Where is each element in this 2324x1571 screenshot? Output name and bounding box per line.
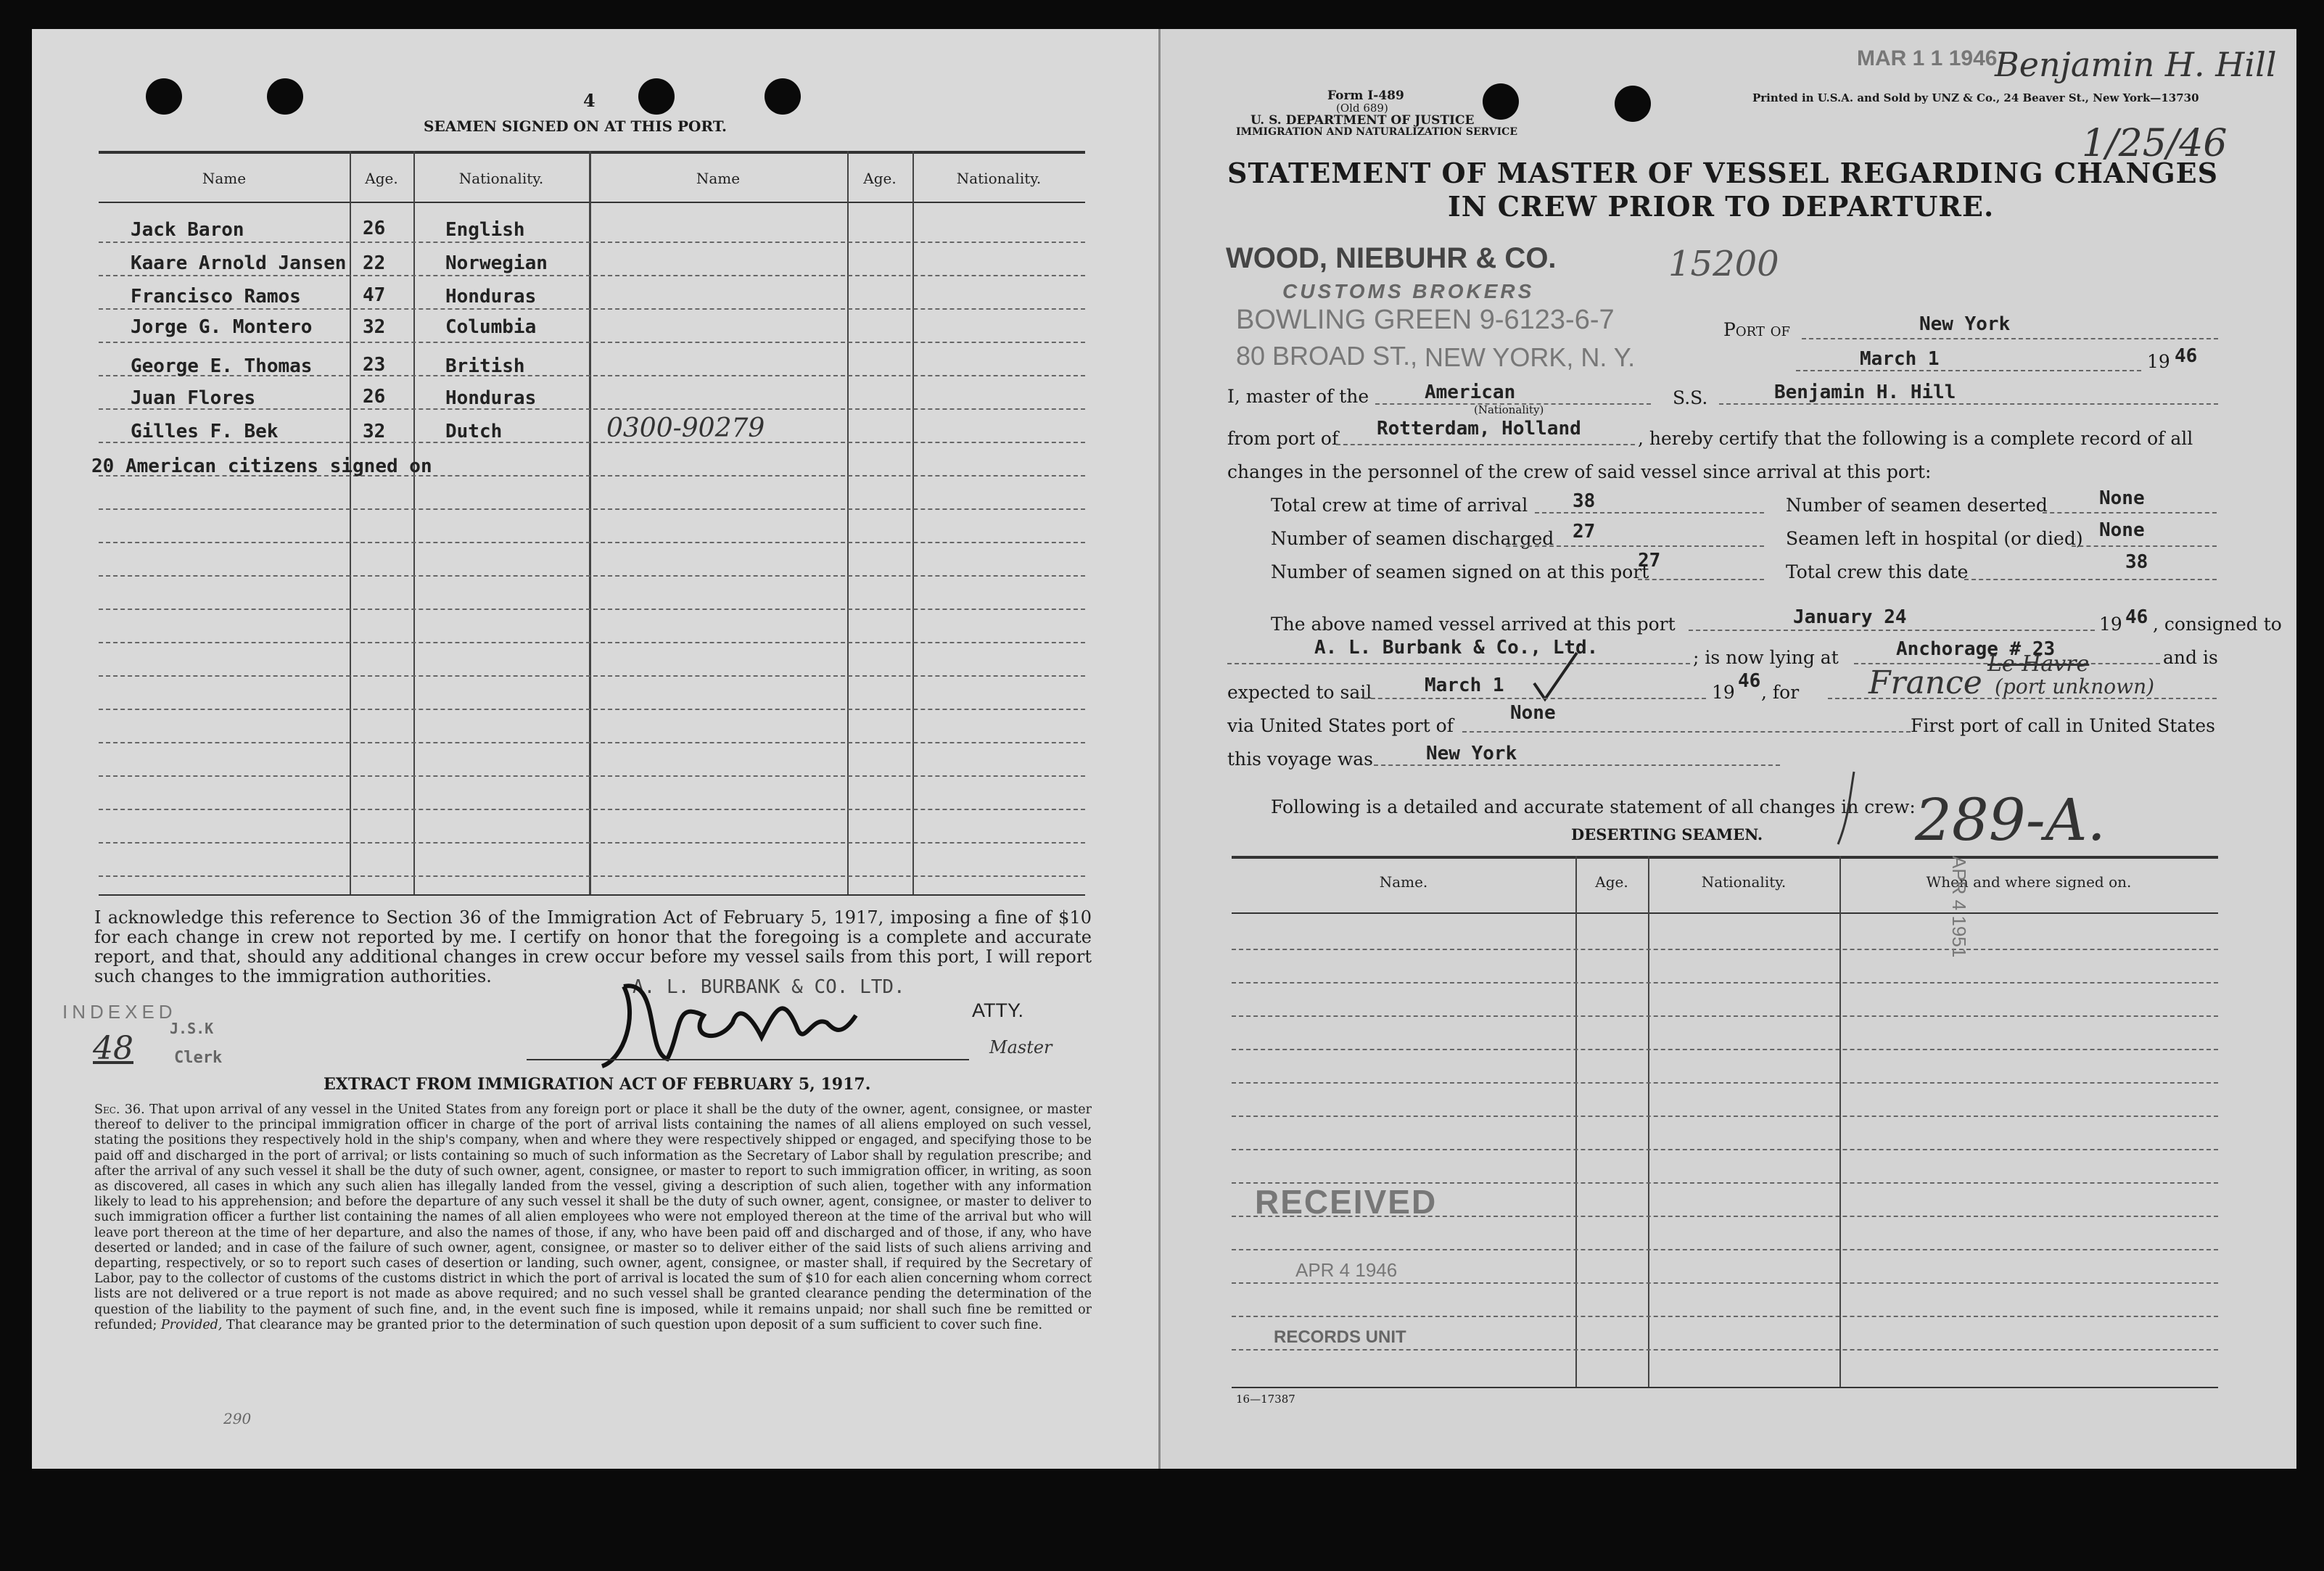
master-signature [595, 972, 899, 1076]
arrived-date: January 24 [1793, 606, 1907, 628]
via-text: via United States port of [1227, 715, 1454, 736]
side-stamp: APR 4 1951 [1948, 856, 1970, 958]
punch-hole [765, 78, 801, 115]
certify-text: , hereby certify that the following is a complete record of all [1638, 428, 2193, 449]
signature-top: Benjamin H. Hill [1995, 45, 2277, 84]
form-title-line2: IN CREW PRIOR TO DEPARTURE. [1448, 190, 1995, 223]
for-label: , for [1761, 682, 1800, 703]
desert-col-when-where: When and where signed on. [1926, 873, 2132, 891]
destination: France [1868, 664, 1982, 701]
changes-text: changes in the personnel of the crew of said vessel since arrival at this port: [1227, 461, 1932, 482]
table-row-age: 26 [363, 218, 386, 239]
stat-right-label: Number of seamen deserted [1786, 495, 2048, 516]
col-header-name: Name [202, 170, 247, 187]
stat-value: 27 [1573, 521, 1596, 543]
table-row-name: George E. Thomas [131, 355, 313, 377]
form-title-line1: STATEMENT OF MASTER OF VESSEL REGARDING CHANGES [1227, 157, 2219, 189]
table-row-name: Jorge G. Montero [131, 316, 313, 338]
punch-hole [1483, 83, 1519, 120]
vessel-name: Benjamin H. Hill [1774, 382, 1956, 403]
table-row-name: Gilles F. Bek [131, 421, 279, 442]
from-port-value: Rotterdam, Holland [1377, 418, 1581, 440]
punch-hole [638, 78, 675, 115]
consigned-text: , consigned to [2153, 614, 2282, 635]
desert-col-age: Age. [1595, 873, 1628, 891]
table-row-age: 32 [363, 421, 386, 442]
from-port-label: from port of [1227, 428, 1339, 449]
stat-right-value: None [2099, 519, 2145, 541]
broker-sub: CUSTOMS BROKERS [1282, 280, 1535, 302]
lying-at: Anchorage # 23 [1896, 638, 2056, 660]
check-mark-icon [1530, 647, 1581, 705]
table-row-nationality: Columbia [445, 316, 537, 338]
table-row-name: Kaare Arnold Jansen [131, 252, 347, 274]
extract-text: Sec. 36. That upon arrival of any vessel in the United States from any foreign port or place it shall be the duty of the owner, agent, consignee, or master thereof to deliver to the principal immigration officer in charge of the port of arrival lists containing the names of all aliens employed on such vessel, stating the positions they respectively hold in the ship's company, when and where they were respectively shipped or engaged, and specifying those to be paid off and discharged in the port of arrival; or lists containing so much of such information as the Secretary of Labor shall by regulation prescribe; and after the arrival of any such vessel it shall be the duty of such owner, agent, consignee, or master to report to such immigration officer, in writing, as soon as discovered, all cases in which any such alien has illegally landed from the vessel, giving a description of such alien, together with any information likely to lead to his apprehension; and before the departure of any such vessel it shall be the duty of such owner, agent, consignee, or master to deliver to such immigration officer a further list containing the names of all alien employees who were not employed thereon at the time of the arrival but who will leave port thereon at the time of her departure, and also the names of those, if any, who have been paid off and discharged and of those, if any, who have deserted or landed; and in case of the failure of such owner, agent, consignee, or master so to deliver either of the said lists of such aliens arriving and departing, respectively, or so to report such cases of desertion or landing, such owner, agent, consignee, or master shall, if required by the Secretary of Labor, pay to the collector of customs of the customs district in which the port of arrival is located the sum of $10 for each alien concerning whom correct lists are not delivered or a true report is not made as above required; and no such vessel shall be granted clearance pending the determination of the question of the liability to the payment of such fine, and, in the event such fine is imposed, while it remains unpaid; nor shall such fine be remitted or refunded; Provided, That clearance may be granted prior to the determination of such question upon deposit of a sum sufficient to cover such fine. [94, 1102, 1092, 1332]
col-header-age: Age. [365, 170, 398, 187]
handwritten-number: 0300-90279 [606, 413, 765, 443]
struck-text: Le Havre [1987, 651, 2090, 677]
stat-right-value: 38 [2125, 551, 2148, 573]
received-date: APR 4 1946 [1295, 1259, 1398, 1281]
port-of-label: Port of [1723, 319, 1791, 340]
via-port: None [1510, 702, 1556, 724]
following-text: Following is a detailed and accurate statement of all changes in crew: [1271, 796, 1916, 817]
page-number: 4 [583, 90, 596, 111]
bracket-mark [1831, 769, 1860, 852]
form-footer: 16—17387 [1236, 1393, 1295, 1406]
stat-label: Number of seamen discharged [1271, 528, 1554, 549]
table-row-nationality: Norwegian [445, 252, 548, 274]
expected-text: expected to sail [1227, 682, 1372, 703]
destination-note: (port unknown) [1995, 675, 2155, 698]
col-header-age-2: Age. [863, 170, 897, 187]
bottom-number: 290 [223, 1410, 252, 1427]
broker-name: WOOD, NIEBUHR & CO. [1226, 242, 1557, 274]
and-is: and is [2163, 647, 2218, 668]
stat-right-label: Seamen left in hospital (or died) [1786, 528, 2083, 549]
deserting-title: DESERTING SEAMEN. [1571, 825, 1763, 844]
arrived-text: The above named vessel arrived at this port [1271, 614, 1676, 635]
master-label: Master [989, 1037, 1052, 1057]
desert-col-nationality: Nationality. [1701, 873, 1787, 891]
arrived-year: 46 [2125, 606, 2148, 628]
stat-label: Total crew at time of arrival [1271, 495, 1528, 516]
table-row-age: 26 [363, 386, 386, 408]
pen-stroke-icon [1831, 769, 1860, 849]
extract-provided-label: Provided, [160, 1317, 223, 1332]
ss-label: S.S. [1673, 387, 1708, 408]
port-of-value: New York [1919, 313, 2011, 335]
col-header-nationality: Nationality. [458, 170, 544, 187]
voyage-text: this voyage was [1227, 749, 1374, 770]
table-row-nationality: Honduras [445, 286, 537, 308]
consignee: A. L. Burbank & Co., Ltd. [1314, 637, 1599, 659]
stat-label: Number of seamen signed on at this port [1271, 561, 1649, 582]
stat-value: 38 [1573, 490, 1596, 512]
date-value: March 1 [1860, 348, 1940, 370]
received-stamp: RECEIVED [1255, 1183, 1438, 1221]
date-stamp: MAR 1 1 1946 [1857, 46, 1998, 70]
index-initials: J.S.K [170, 1020, 214, 1037]
index-number: 48 [93, 1030, 133, 1067]
table-row-name: Francisco Ramos [131, 286, 301, 308]
expected-date: March 1 [1425, 675, 1504, 696]
punch-hole [1615, 86, 1651, 122]
service: IMMIGRATION AND NATURALIZATION SERVICE [1236, 126, 1517, 138]
year-value: 46 [2175, 345, 2198, 367]
citizens-note: 20 American citizens signed on [91, 455, 432, 477]
col-header-nationality-2: Nationality. [956, 170, 1042, 187]
extract-sec-label: Sec. 36. [94, 1102, 145, 1117]
index-stamp: INDEXED [62, 1001, 177, 1023]
first-port-text: First port of call in United States [1911, 715, 2215, 736]
punch-hole [146, 78, 182, 115]
printer-note: Printed in U.S.A. and Sold by UNZ & Co., 24 Beaver St., New York—13730 [1752, 91, 2199, 104]
arrived-year-prefix: 19 [2099, 614, 2122, 635]
extract-title: EXTRACT FROM IMMIGRATION ACT OF FEBRUARY 5, 1917. [324, 1075, 871, 1094]
punch-hole [267, 78, 303, 115]
stat-right-value: None [2099, 487, 2145, 509]
desert-col-name: Name. [1379, 873, 1428, 891]
broker-addr1: 80 BROAD ST., [1236, 341, 1418, 371]
department: U. S. DEPARTMENT OF JUSTICE [1250, 113, 1475, 128]
table-row-nationality: Dutch [445, 421, 503, 442]
agent-stamp: A. L. BURBANK & CO. LTD. [632, 976, 905, 998]
form-old: (Old 689) [1336, 102, 1388, 115]
expected-year-prefix: 19 [1712, 682, 1735, 703]
voyage-port: New York [1426, 743, 1517, 764]
signature-scribble [595, 972, 899, 1073]
clerk-label: Clerk [174, 1049, 223, 1067]
stat-right-label: Total crew this date [1786, 561, 1969, 582]
handwritten-code: 289-A. [1915, 786, 2106, 854]
expected-year: 46 [1738, 670, 1761, 692]
table-row-nationality: British [445, 355, 525, 377]
stat-value: 27 [1638, 550, 1661, 572]
handwritten-ref: 15200 [1668, 244, 1779, 284]
year-prefix: 19 [2147, 351, 2170, 372]
table-row-name: Jack Baron [131, 219, 244, 241]
table-row-age: 32 [363, 316, 386, 338]
table-row-age: 23 [363, 354, 386, 376]
broker-addr2: NEW YORK, N. Y. [1425, 342, 1636, 372]
lying-text: ; is now lying at [1693, 647, 1839, 668]
table-row-nationality: Honduras [445, 387, 537, 409]
table-row-nationality: English [445, 219, 525, 241]
nationality-value: American [1425, 382, 1516, 403]
form-number: Form I-489 [1327, 88, 1404, 103]
page-fold [1158, 29, 1161, 1469]
master-of-the: I, master of the [1227, 386, 1369, 407]
handwritten-date: 1/25/46 [2082, 122, 2228, 165]
table-row-age: 22 [363, 252, 386, 274]
broker-phone: BOWLING GREEN 9-6123-6-7 [1236, 305, 1615, 335]
table-row-age: 47 [363, 284, 386, 306]
col-header-name-2: Name [696, 170, 741, 187]
table-row-name: Juan Flores [131, 387, 256, 409]
atty-label: ATTY. [972, 999, 1024, 1021]
acknowledgement-text: I acknowledge this reference to Section 36 of the Immigration Act of February 5, 1917, imposing a fine of $10 for each change in crew not reported by me. I certify on honor that the foregoing is a complete and accurate report, and that, should any additional changes in crew occur before my vessel sails from this port, I will report such changes to the immigration authorities. [94, 907, 1092, 986]
section-title: SEAMEN SIGNED ON AT THIS PORT. [424, 117, 728, 135]
received-unit: RECORDS UNIT [1274, 1327, 1406, 1347]
nationality-label: (Nationality) [1474, 403, 1544, 416]
